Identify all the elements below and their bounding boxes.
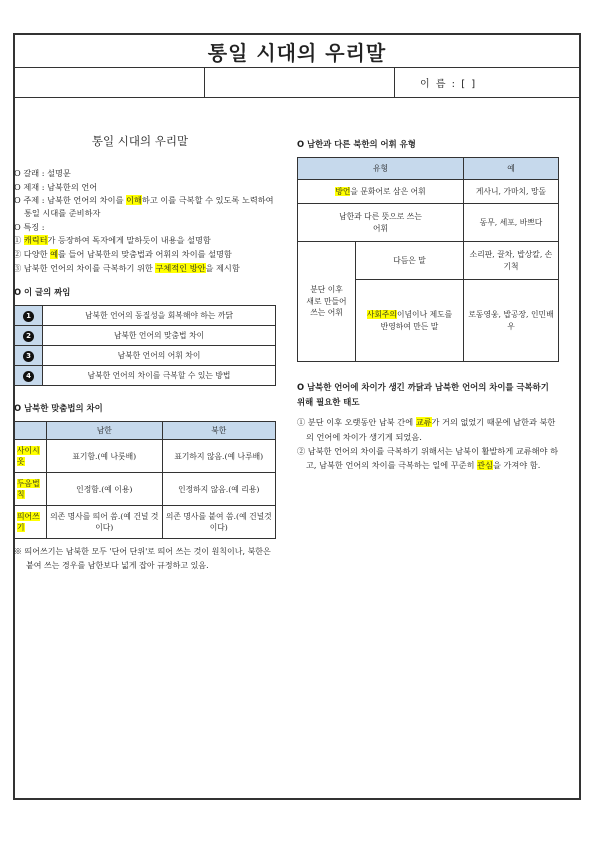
blank-cell-1 [15, 68, 205, 97]
para-2-text-2: 을 가져야 함. [492, 460, 541, 471]
row-text: 남북한 언어의 맞춤법 차이 [43, 326, 276, 346]
table-row [298, 180, 559, 204]
vocab-table [297, 157, 559, 362]
table-row [15, 306, 276, 326]
row-text: 남북한 언어의 차이를 극복할 수 있는 방법 [43, 366, 276, 386]
south-cell: 의존 명사를 띄어 씀.(예 건널 것이다) [47, 506, 163, 539]
table-row [15, 506, 276, 539]
row-number-cell [15, 366, 43, 386]
feature-2-text: 를 들어 남북한의 맞춤법과 어휘의 차이를 설명함 [58, 249, 232, 260]
type-highlight: 사회주의 [366, 309, 397, 319]
title-row [15, 35, 579, 68]
features-label: O 특징 : [14, 221, 45, 232]
feature-3-text: 을 제시함 [205, 262, 240, 273]
north-cell: 표기하지 않음.(예 나루배) [162, 440, 275, 473]
theme-text: O 주제 : 남북한 언어의 차이를 [14, 195, 127, 206]
row-text: 남북한 언어의 동질성을 회복해야 하는 까닭 [43, 306, 276, 326]
table-header-row [15, 422, 276, 440]
left-column [14, 96, 276, 572]
para-2-highlight: 관심 [477, 460, 493, 471]
structure-heading: O 이 글의 짜임 [14, 287, 71, 298]
type-highlight: 방언 [335, 186, 351, 196]
reason-paragraph-2 [297, 444, 559, 473]
name-row [15, 68, 579, 98]
row-label-text: 띄어쓰기 [17, 511, 40, 533]
table-row [15, 366, 276, 386]
para-1-text-2: 가 거의 없었기 때문에 남한과 북한의 언어에 차이가 생기게 되었음. [306, 417, 556, 442]
feature-1-text: 가 등장하여 독자에게 말하듯이 내용을 설명함 [47, 235, 211, 246]
subject: O 제재 : 남북한의 언어 [14, 181, 98, 192]
spacing-note: ※ 띄어쓰기는 남북한 모두 '단어 단위'로 띄어 쓰는 것이 원칙이나, 북한은 붙여 쓰는 경우를 남한보다 넓게 잡아 규정하고 있음. [14, 547, 271, 570]
feature-1-num: ① [13, 235, 24, 246]
header-south: 남한 [47, 422, 163, 440]
header-type: 유형 [298, 158, 464, 180]
table-row [15, 346, 276, 366]
row-label-text: 두음법칙 [17, 478, 40, 500]
row-number-cell [15, 346, 43, 366]
number-badge: 3 [23, 351, 34, 362]
table-row [298, 242, 559, 280]
table-row [15, 473, 276, 506]
row-label [15, 506, 47, 539]
feature-2 [14, 248, 276, 261]
table-row [15, 440, 276, 473]
type-cell: 남한과 다른 뜻으로 쓰는 어휘 [298, 204, 464, 242]
feature-3-num: ③ 남북한 언어의 차이를 극복하기 위한 [13, 262, 156, 273]
blank-cell-2 [205, 68, 395, 97]
para-1-highlight: 교류 [415, 417, 432, 428]
header-north: 북한 [162, 422, 275, 440]
reason-paragraph-1 [297, 415, 559, 444]
south-cell: 표기함.(예 나룻배) [47, 440, 163, 473]
header-blank [15, 422, 47, 440]
feature-2-highlight: 예 [50, 249, 59, 260]
doc-title: 통일 시대의 우리말 [91, 134, 189, 148]
row-label-text: 사이시옷 [17, 445, 40, 467]
type-text: 이념이나 제도를 반영하여 만든 말 [380, 309, 453, 331]
example-cell: 로동영웅, 밥공장, 인민배우 [464, 280, 559, 362]
vocab-heading: O 남한과 다른 북한의 어휘 유형 [297, 139, 416, 149]
type-cell [298, 180, 464, 204]
reason-heading: O 남북한 언어에 차이가 생긴 까닭과 남북한 언어의 차이를 극복하기 위해 필요한 태도 [297, 382, 549, 407]
south-cell: 인정함.(예 이용) [47, 473, 163, 506]
north-cell: 인정하지 않음.(예 리용) [162, 473, 275, 506]
number-badge: 2 [23, 331, 34, 342]
para-1-text: ① 분단 이후 오랫동안 남북 간에 [297, 417, 416, 428]
row-text: 남북한 언어의 어휘 차이 [43, 346, 276, 366]
feature-2-num: ② 다양한 [13, 249, 51, 260]
row-label [15, 473, 47, 506]
right-column [297, 108, 559, 473]
page-title: 통일 시대의 우리말 [207, 40, 387, 65]
header-example: 예 [464, 158, 559, 180]
feature-1 [14, 234, 276, 247]
table-header-row [298, 158, 559, 180]
row-number-cell [15, 306, 43, 326]
number-badge: 1 [23, 311, 34, 322]
type-cell [356, 280, 464, 362]
genre: O 갈래 : 설명문 [14, 167, 71, 178]
table-row [298, 204, 559, 242]
row-label [15, 440, 47, 473]
north-cell: 의존 명사를 붙여 씀.(예 건널것이다) [162, 506, 275, 539]
example-cell: 소리판, 끌차, 밥상칼, 손기척 [464, 242, 559, 280]
feature-1-highlight: 캐릭터 [23, 235, 48, 246]
group-cell: 분단 이후 새로 만들어 쓰는 어휘 [298, 242, 356, 362]
theme-text-2: 하고 이를 극복할 수 있도록 노력하여 통일 시대를 준비하자 [24, 195, 274, 218]
theme-highlight: 이해 [126, 195, 142, 206]
name-field[interactable]: 이 름 : [ ] [420, 79, 476, 90]
structure-table [14, 305, 276, 386]
example-cell: 동무, 세포, 바쁘다 [464, 204, 559, 242]
number-badge: 4 [23, 371, 34, 382]
feature-3-highlight: 구체적인 방안 [155, 262, 206, 273]
table-row [15, 326, 276, 346]
feature-3 [14, 262, 276, 275]
para-2-text: ② 남북한 언어의 차이를 극복하기 위해서는 남북이 활발하게 교류해야 하고, 남북한 언어의 차이를 극복하는 일에 꾸준히 [297, 446, 558, 471]
spelling-table [14, 421, 276, 539]
type-text: 을 문화어로 삼은 어휘 [350, 186, 426, 196]
theme [14, 194, 276, 219]
example-cell: 게사니, 가마치, 망돌 [464, 180, 559, 204]
spelling-heading: O 남북한 맞춤법의 차이 [14, 403, 103, 414]
type-cell: 다듬은 말 [356, 242, 464, 280]
row-number-cell [15, 326, 43, 346]
